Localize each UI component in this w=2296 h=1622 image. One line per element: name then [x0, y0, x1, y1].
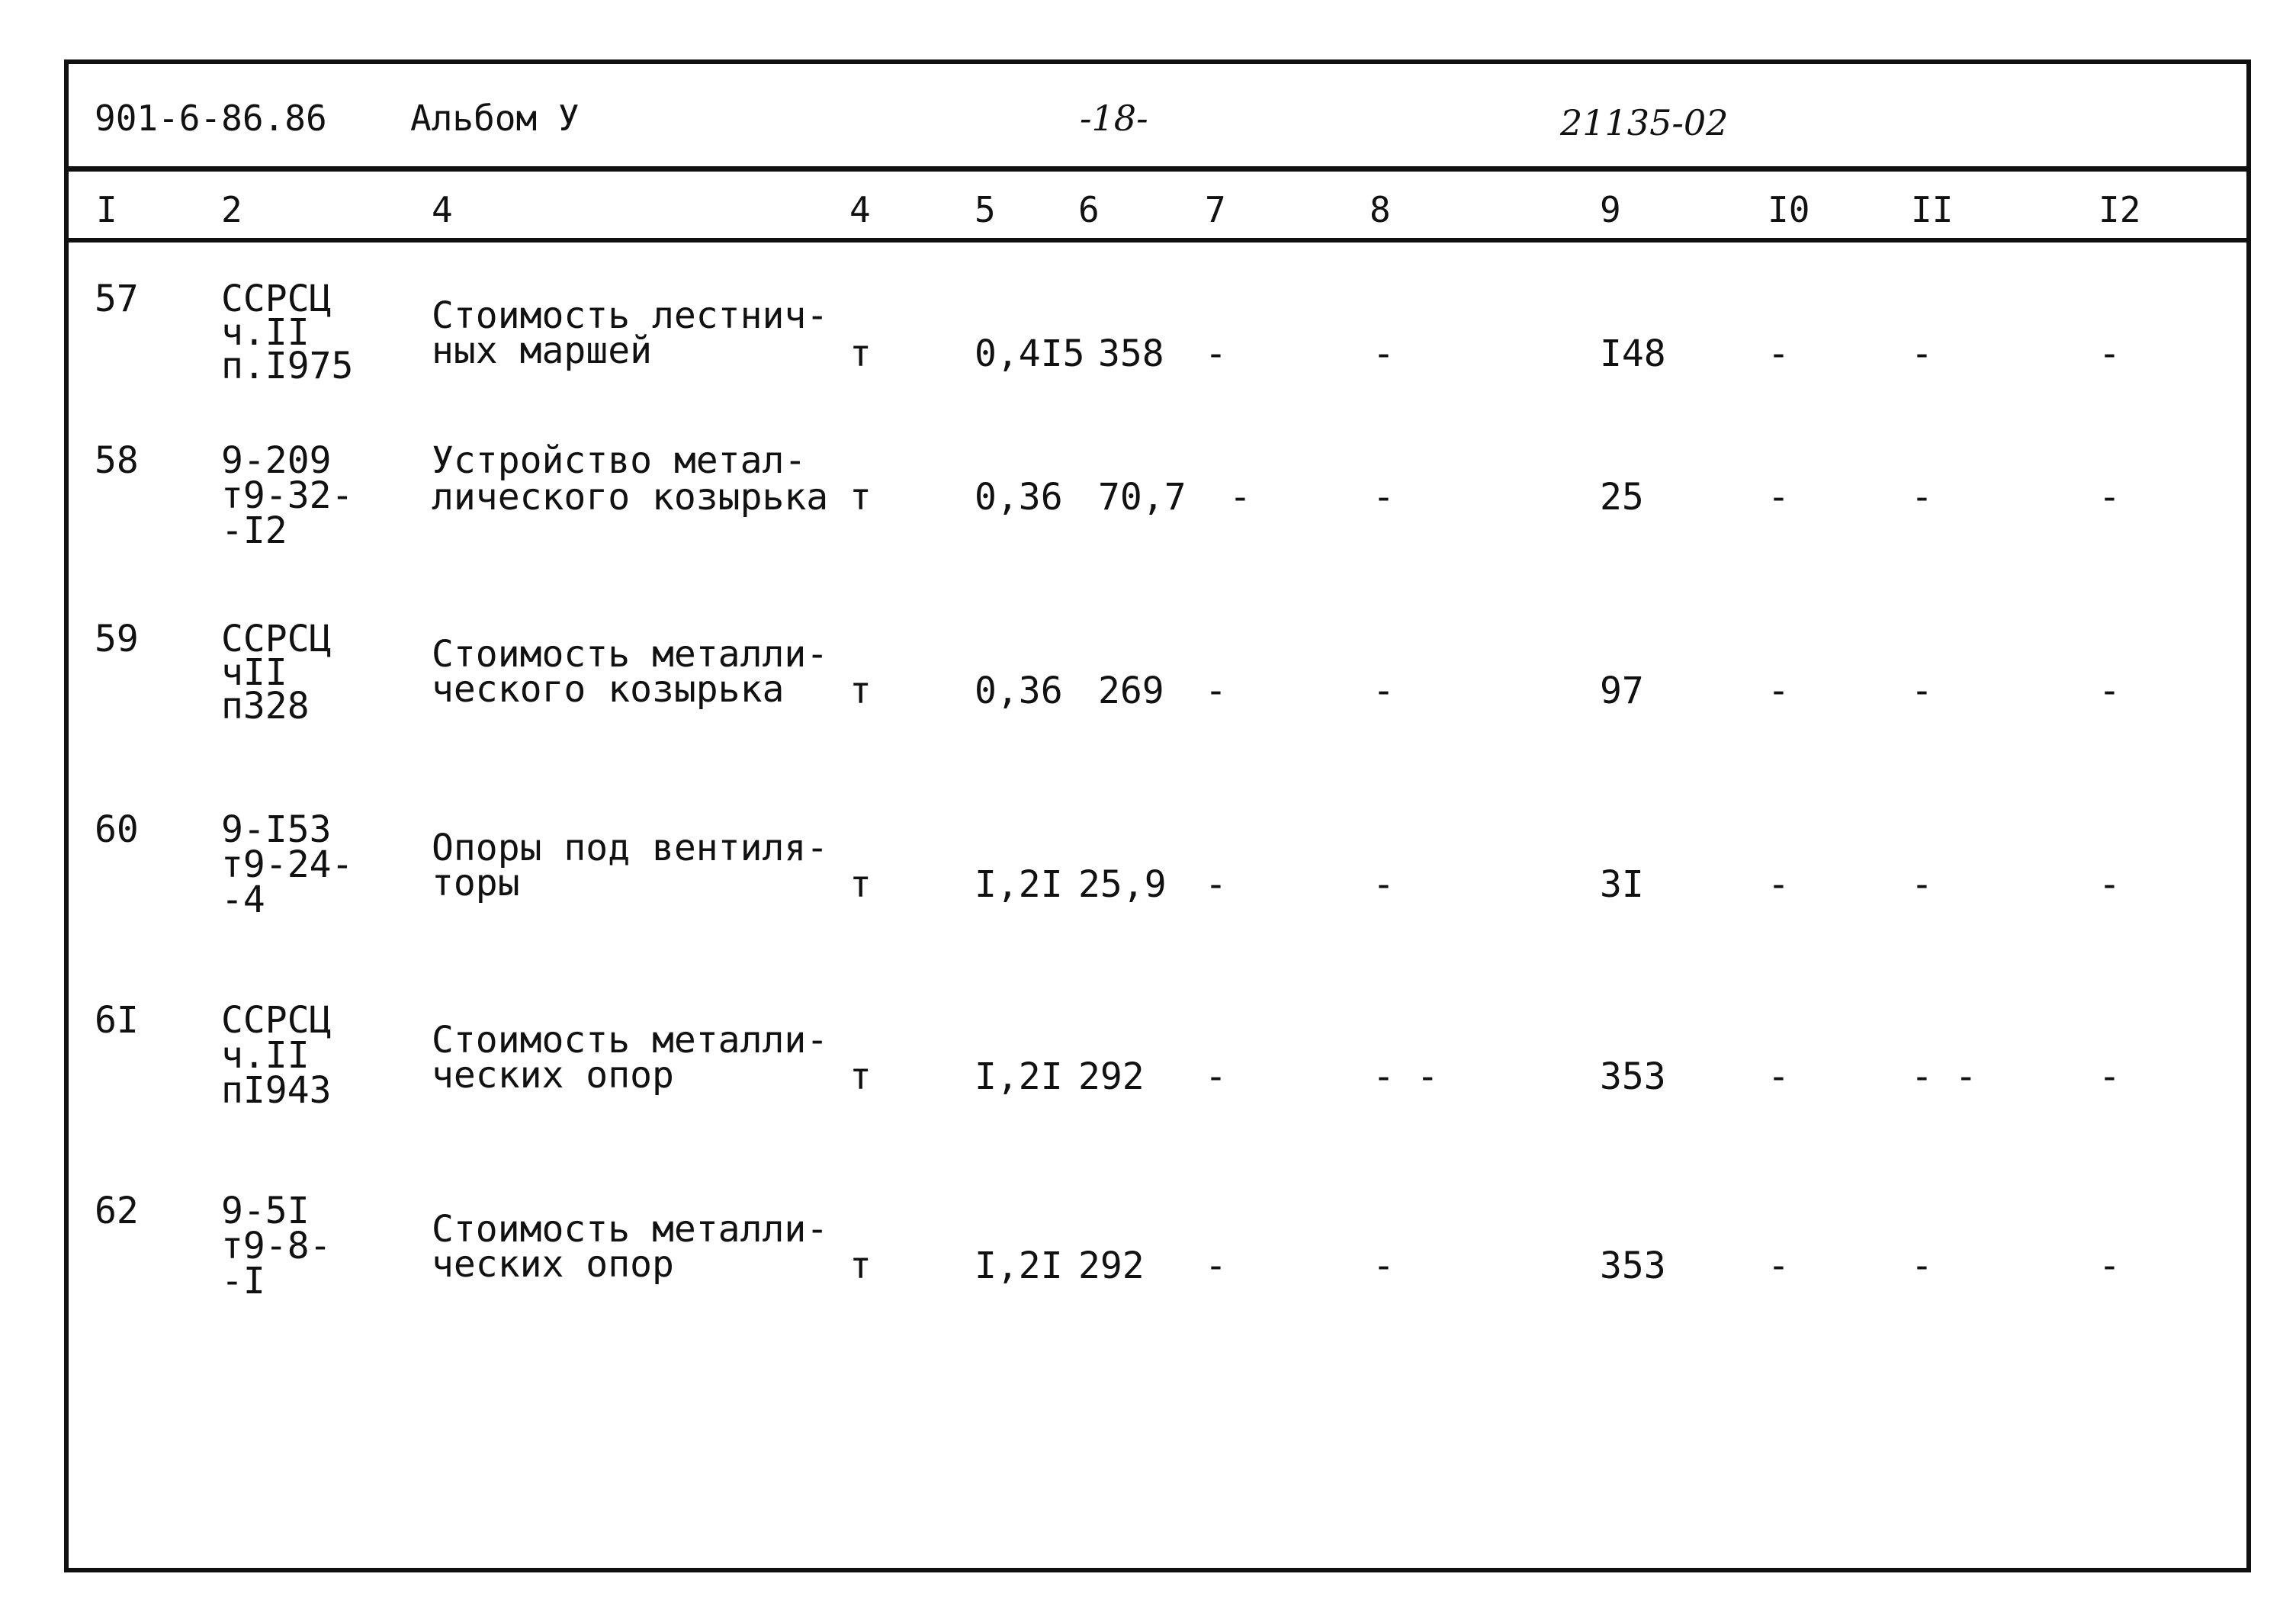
col10-value: - [1768, 863, 1790, 906]
column-header: 6 [1078, 189, 1100, 230]
unit: т [849, 1055, 872, 1098]
column-header-rule [64, 238, 2251, 242]
col10-value: - [1768, 332, 1790, 375]
total-cost: 3I [1600, 863, 1644, 906]
norm-ref-line: -4 [221, 878, 265, 921]
column-header: 2 [221, 189, 242, 230]
row-number: 59 [95, 618, 139, 660]
norm-ref-line: ССРСЦ [221, 999, 332, 1042]
column-header: I2 [2099, 189, 2141, 230]
col10-value: - [1768, 1245, 1790, 1287]
unit-price: 292 [1078, 1055, 1145, 1098]
norm-ref-line: т9-8- [221, 1225, 332, 1267]
norm-ref-line: -I [221, 1260, 265, 1302]
item-name-line: ческих опор [432, 1243, 674, 1286]
album-label: Альбом У [410, 98, 580, 139]
column-header: 5 [975, 189, 996, 230]
norm-ref-line: ч.II [221, 311, 310, 354]
unit-price: 269 [1098, 670, 1164, 712]
column-header: 9 [1600, 189, 1621, 230]
unit: т [849, 1245, 872, 1287]
quantity: I,2I [975, 1055, 1063, 1098]
col11-value: - [1911, 332, 1933, 375]
unit: т [849, 476, 872, 519]
col11-value: - [1911, 863, 1933, 906]
item-name-line: ческих опор [432, 1054, 674, 1097]
col11-value: - [1911, 476, 1933, 519]
unit-price: 70,7 [1098, 476, 1187, 519]
col8-value: - [1373, 670, 1395, 712]
item-name-line: Стоимость металли- [432, 1208, 829, 1251]
item-name-line: Стоимость лестнич- [432, 294, 829, 337]
item-name-line: ческого козырька [432, 668, 785, 711]
item-name-line: Стоимость металли- [432, 1019, 829, 1062]
norm-ref-line: п.I975 [221, 345, 354, 387]
column-header: 8 [1370, 189, 1391, 230]
unit: т [849, 670, 872, 712]
norm-ref-line: ССРСЦ [221, 278, 332, 320]
col8-value: - [1373, 1245, 1395, 1287]
norm-ref-line: 9-I53 [221, 808, 332, 851]
unit: т [849, 863, 872, 906]
unit-price: 292 [1078, 1245, 1145, 1287]
unit-price: 25,9 [1078, 863, 1167, 906]
item-name-line: ных маршей [432, 329, 652, 372]
column-header: II [1911, 189, 1954, 230]
quantity: I,2I [975, 1245, 1063, 1287]
col12-value: - [2099, 863, 2121, 906]
col12-value: - [2099, 1055, 2121, 1098]
col11-value: - [1911, 670, 1933, 712]
total-cost: 25 [1600, 476, 1644, 519]
row-number: 62 [95, 1190, 139, 1232]
col7-value: - [1205, 670, 1227, 712]
norm-ref-line: т9-32- [221, 474, 354, 517]
col8-value: - - [1373, 1055, 1439, 1098]
doc-code: 901-6-86.86 [95, 98, 327, 139]
unit-price: 358 [1098, 332, 1164, 375]
column-header: I [96, 189, 117, 230]
row-number: 60 [95, 808, 139, 851]
col12-value: - [2099, 476, 2121, 519]
column-header: 4 [849, 189, 871, 230]
col11-value: - - [1911, 1055, 1977, 1098]
col7-value: - [1229, 476, 1251, 519]
page-number: -18- [1080, 98, 1148, 139]
unit: т [849, 332, 872, 375]
item-name-line: лического козырька [432, 476, 829, 519]
row-number: 6I [95, 999, 139, 1042]
quantity: I,2I [975, 863, 1063, 906]
col7-value: - [1205, 1055, 1227, 1098]
col10-value: - [1768, 1055, 1790, 1098]
norm-ref-line: -I2 [221, 509, 287, 552]
col7-value: - [1205, 863, 1227, 906]
total-cost: I48 [1600, 332, 1666, 375]
col8-value: - [1373, 863, 1395, 906]
column-header: 4 [432, 189, 453, 230]
item-name-line: Устройство метал- [432, 439, 807, 482]
norm-ref-line: п328 [221, 685, 310, 727]
total-cost: 97 [1600, 670, 1644, 712]
item-name-line: Стоимость металли- [432, 633, 829, 676]
norm-ref-line: 9-209 [221, 439, 332, 482]
total-cost: 353 [1600, 1245, 1666, 1287]
col12-value: - [2099, 670, 2121, 712]
col10-value: - [1768, 670, 1790, 712]
doc-ref: 21135-02 [1560, 102, 1729, 143]
table-frame [64, 59, 2251, 1572]
norm-ref-line: 9-5I [221, 1190, 310, 1232]
column-header: 7 [1205, 189, 1226, 230]
col12-value: - [2099, 332, 2121, 375]
col12-value: - [2099, 1245, 2121, 1287]
column-header: I0 [1768, 189, 1810, 230]
norm-ref-line: ССРСЦ [221, 618, 332, 660]
item-name-line: торы [432, 862, 520, 904]
quantity: 0,4I5 [975, 332, 1085, 375]
col7-value: - [1205, 332, 1227, 375]
norm-ref-line: ч.II [221, 1034, 310, 1077]
total-cost: 353 [1600, 1055, 1666, 1098]
quantity: 0,36 [975, 670, 1063, 712]
col10-value: - [1768, 476, 1790, 519]
col8-value: - [1373, 332, 1395, 375]
norm-ref-line: чII [221, 651, 287, 694]
col8-value: - [1373, 476, 1395, 519]
norm-ref-line: пI943 [221, 1069, 332, 1112]
col11-value: - [1911, 1245, 1933, 1287]
item-name-line: Опоры под вентиля- [432, 827, 829, 869]
col7-value: - [1205, 1245, 1227, 1287]
quantity: 0,36 [975, 476, 1063, 519]
header-rule [64, 166, 2251, 172]
row-number: 57 [95, 278, 139, 320]
row-number: 58 [95, 439, 139, 482]
norm-ref-line: т9-24- [221, 843, 354, 886]
